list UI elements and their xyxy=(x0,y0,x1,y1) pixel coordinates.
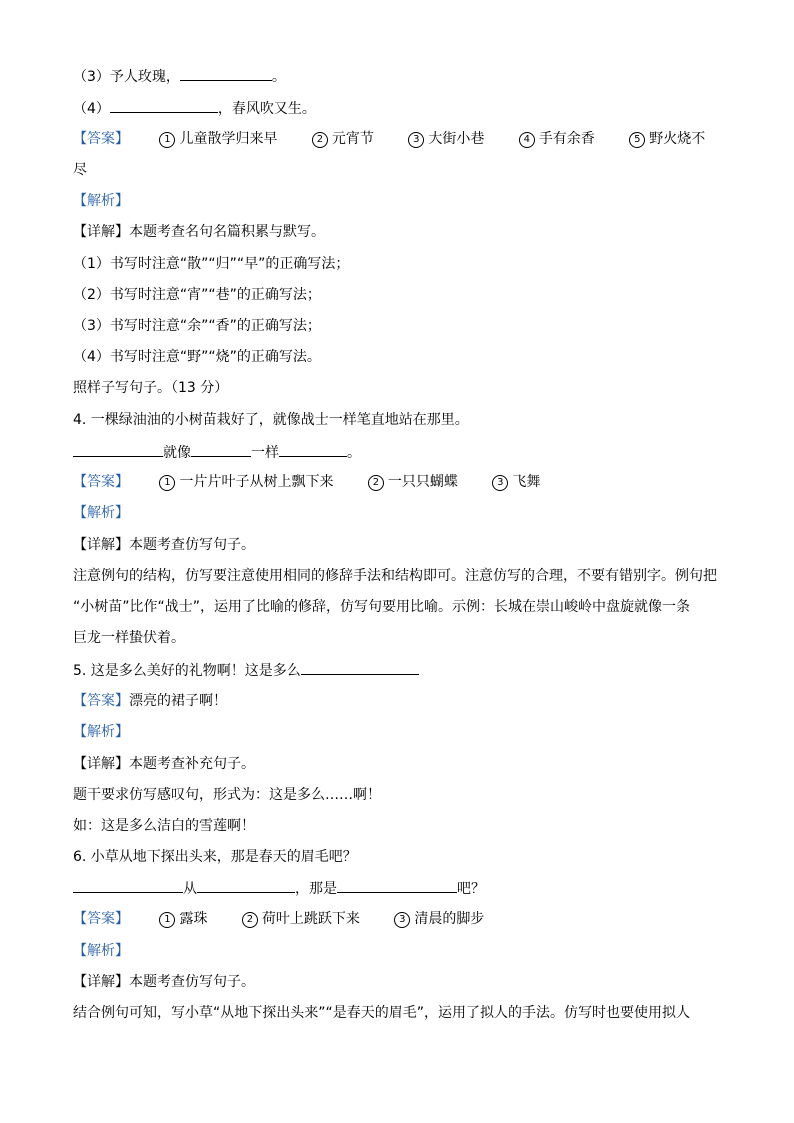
answer-continuation: 尽 xyxy=(73,162,87,178)
answer-option: 4 手有余香 xyxy=(519,129,595,149)
answer-blank xyxy=(337,878,457,893)
answer-option: 2 一只只蝴蝶 xyxy=(368,472,458,492)
detail-line: 【详解】本题考查名句名篇积累与默写。 xyxy=(73,224,325,240)
detail-line: 【详解】本题考查仿写句子。 xyxy=(73,974,255,990)
answer-blank xyxy=(180,66,272,81)
answer-option: 1 儿童散学归来早 xyxy=(159,129,277,149)
answer-option: 3 大街小巷 xyxy=(408,129,484,149)
explanation-line: （4）书写时注意“野”“烧”的正确写法。 xyxy=(73,349,321,365)
answer-option: 3 飞舞 xyxy=(492,472,540,492)
question-3-3: （3）予人玫瑰， 。 xyxy=(73,66,286,87)
answer-option: 5 野火烧不 xyxy=(629,129,705,149)
answer-5: 【答案】漂亮的裙子啊！ xyxy=(73,693,227,709)
explanation-tag: 【解析】 xyxy=(73,943,129,959)
answer-option: 1 露珠 xyxy=(159,909,207,929)
detail-line: 【详解】本题考查补充句子。 xyxy=(73,756,255,772)
answer-option: 3 清晨的脚步 xyxy=(394,909,484,929)
question-5-stem: 5. 这是多么美好的礼物啊！这是多么 xyxy=(73,660,419,681)
question-text: （3）予人玫瑰， xyxy=(73,69,180,85)
question-3-4: （4） ，春风吹又生。 xyxy=(73,98,316,119)
answer-blank xyxy=(301,660,419,675)
explanation-line: 注意例句的结构，仿写要注意使用相同的修辞手法和结构即可。注意仿写的合理，不要有错别字。例句把 xyxy=(73,568,717,584)
explanation-tag: 【解析】 xyxy=(73,724,129,740)
answer-option: 2 元宵节 xyxy=(312,129,374,149)
explanation-tag: 【解析】 xyxy=(73,505,129,521)
question-4-fill: 就像 一样 。 xyxy=(73,442,361,463)
answer-option: 1 一片片叶子从树上飘下来 xyxy=(159,472,333,492)
answer-blank xyxy=(279,442,347,457)
question-6-fill: 从 ，那是 吧？ xyxy=(73,878,485,899)
explanation-line: 题干要求仿写感叹句，形式为：这是多么……啊！ xyxy=(73,787,381,803)
explanation-line: “小树苗”比作“战士”，运用了比喻的修辞，仿写句要用比喻。示例：长城在崇山峻岭中盘旋就像一条 xyxy=(73,599,691,615)
answer-blank xyxy=(73,878,183,893)
section-heading: 照样子写句子。（13 分） xyxy=(73,380,229,396)
answer-tag: 【答案】 xyxy=(73,474,129,490)
answer-blank xyxy=(110,98,218,113)
answer-1 xyxy=(73,129,705,149)
question-4-stem: 4. 一棵绿油油的小树苗栽好了，就像战士一样笔直地站在那里。 xyxy=(73,412,469,428)
explanation-line: （3）书写时注意“余”“香”的正确写法； xyxy=(73,318,321,334)
answer-tag: 【答案】 xyxy=(73,693,129,709)
explanation-line: 巨龙一样蛰伏着。 xyxy=(73,630,185,646)
explanation-line: （2）书写时注意“宵”“巷”的正确写法； xyxy=(73,287,321,303)
answer-blank xyxy=(197,878,295,893)
answer-4 xyxy=(73,472,540,492)
question-6-stem: 6. 小草从地下探出头来，那是春天的眉毛吧？ xyxy=(73,849,357,865)
explanation-line: 如：这是多么洁白的雪莲啊！ xyxy=(73,818,255,834)
answer-blank xyxy=(73,442,163,457)
answer-blank xyxy=(191,442,251,457)
explanation-tag: 【解析】 xyxy=(73,193,129,209)
explanation-line: （1）书写时注意“散”“归”“早”的正确写法； xyxy=(73,256,350,272)
detail-line: 【详解】本题考查仿写句子。 xyxy=(73,537,255,553)
answer-option: 2 荷叶上跳跃下来 xyxy=(242,909,360,929)
answer-tag: 【答案】 xyxy=(73,131,129,147)
explanation-line: 结合例句可知，写小草“从地下探出头来”“是春天的眉毛”，运用了拟人的手法。仿写时也要使用拟人 xyxy=(73,1005,691,1021)
answer-tag: 【答案】 xyxy=(73,911,129,927)
answer-6 xyxy=(73,909,484,929)
